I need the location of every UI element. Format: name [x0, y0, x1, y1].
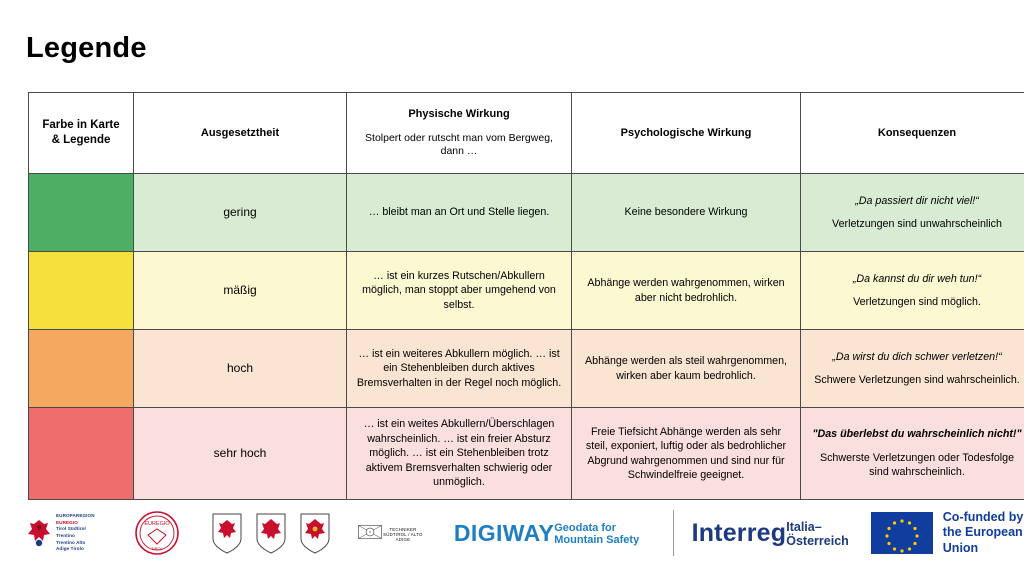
euregio-line3: Tirol Südtirol Trentino: [56, 526, 86, 538]
consequence-text: Verletzungen sind möglich.: [853, 296, 981, 308]
euregio-eagle-icon: [26, 518, 52, 548]
tirol-eagle-icon: [210, 511, 244, 555]
consequence-quote: „Da wirst du dich schwer verletzen!“: [832, 350, 1002, 363]
euregio-stamp-logo: [130, 507, 184, 559]
psychological-effect: Keine besondere Wirkung: [572, 174, 801, 252]
table-header: [29, 93, 1024, 174]
color-swatch-gering: [29, 174, 134, 252]
column-header-color: Farbe in Karte & Legende: [29, 93, 134, 174]
exposure-level: sehr hoch: [134, 408, 347, 500]
euregio-line2: EUREGIO: [56, 519, 78, 525]
column-header-physical-note: Stolpert oder rutscht man vom Bergweg, dann …: [365, 131, 553, 158]
consequence-quote: "Das überlebst du wahrscheinlich nicht!": [812, 428, 1022, 441]
consequences: [801, 408, 1024, 500]
suedtirol-coat-of-arms: [254, 511, 288, 555]
psychological-effect: Abhänge werden wahrgenommen, wirken aber nicht bedrohlich.: [572, 252, 801, 330]
column-header-physical-title: Physische Wirkung: [408, 107, 510, 120]
technik-icon: [358, 517, 382, 549]
eu-cofunded-logo: [871, 510, 1024, 557]
consequence-text: Schwere Verletzungen sind wahrscheinlich.: [814, 374, 1020, 386]
eu-flag-icon: [871, 512, 933, 554]
column-header-exposure: Ausgesetztheit: [134, 93, 347, 174]
technik-logo: [358, 517, 424, 549]
physical-effect: … ist ein kurzes Rutschen/Abkullern möglich, man stoppt aber umgehend von selbst.: [347, 252, 572, 330]
eu-cofunded-text: [943, 510, 1024, 557]
technik-caption: TECHNIKER SÜDTIROL / ALTO ADIGE: [383, 526, 423, 542]
svg-text:T: T: [368, 530, 371, 535]
physical-effect: … ist ein weites Abkullern/Überschlagen wahrscheinlich. … ist ein freier Absturz möglich. … ist ein Stehenbleiben trotz aktivem Bremsverhalten schwierig oder unmöglich.: [347, 408, 572, 500]
euregio-stamp-icon: [130, 509, 184, 557]
footer-divider: [673, 510, 674, 556]
euregio-line1: EUROPAREGION: [56, 513, 95, 519]
column-header-physical: [347, 93, 572, 174]
physical-effect: … bleibt man an Ort und Stelle liegen.: [347, 174, 572, 252]
interreg-logo: [692, 519, 849, 548]
eu-cofunded-line1: Co-funded by: [942, 509, 1024, 524]
consequences: [801, 330, 1024, 408]
column-header-psychological: Psychologische Wirkung: [572, 93, 801, 174]
table-body: [29, 174, 1024, 500]
exposure-level: hoch: [134, 330, 347, 408]
euregio-logo: [26, 513, 100, 553]
interreg-title: Interreg: [691, 518, 787, 547]
trentino-eagle-icon: [298, 511, 332, 555]
digiway-logo: [454, 520, 655, 547]
consequence-quote: „Da passiert dir nicht viel!“: [855, 194, 979, 207]
table-row: [29, 330, 1024, 408]
interreg-subtitle: Italia–Österreich: [786, 519, 849, 548]
consequence-quote: „Da kannst du dir weh tun!“: [852, 272, 982, 285]
trentino-coat-of-arms: [298, 511, 332, 555]
color-swatch-maessig: [29, 252, 134, 330]
legend-table: [28, 92, 1024, 500]
exposure-level: mäßig: [134, 252, 347, 330]
color-swatch-sehr-hoch: [29, 408, 134, 500]
psychological-effect: Freie Tiefsicht Abhänge werden als sehr steil, exponiert, luftig oder als bedrohlicher Abgrund wahrgenommen und sind nur für Schwindelfreie geeignet.: [572, 408, 801, 500]
table-row: [29, 408, 1024, 500]
footer-logo-bar: [0, 498, 1024, 568]
color-swatch-hoch: [29, 330, 134, 408]
psychological-effect: Abhänge werden als steil wahrgenommen, wirken aber kaum bedrohlich.: [572, 330, 801, 408]
svg-text:TIROL: TIROL: [151, 546, 163, 551]
page-title: Legende: [26, 32, 147, 64]
tirol-coat-of-arms: [210, 511, 244, 555]
table-header-row: [29, 93, 1024, 174]
column-header-consequences: Konsequenzen: [801, 93, 1024, 174]
euregio-logo-text: [56, 513, 100, 553]
consequence-text: Verletzungen sind unwahrscheinlich: [832, 218, 1002, 230]
digiway-subtitle: Geodata for Mountain Safety: [554, 521, 640, 546]
consequences: [801, 174, 1024, 252]
exposure-level: gering: [134, 174, 347, 252]
consequence-text: Schwerste Verletzungen oder Todesfolge sind wahrscheinlich.: [819, 451, 1015, 479]
svg-text:EUREGIO: EUREGIO: [144, 521, 170, 527]
eu-cofunded-line2: the European Union: [942, 525, 1023, 555]
table-row: [29, 174, 1024, 252]
physical-effect: … ist ein weiteres Abkullern möglich. … ist ein Stehenbleiben durch aktives Bremsverhalten in der Regel noch möglich.: [347, 330, 572, 408]
consequences: [801, 252, 1024, 330]
table-row: [29, 252, 1024, 330]
digiway-title: DIGIWAY: [453, 519, 555, 546]
euregio-line4: Trentino Alto Adige Tirolo: [56, 539, 86, 552]
suedtirol-eagle-icon: [254, 511, 288, 555]
